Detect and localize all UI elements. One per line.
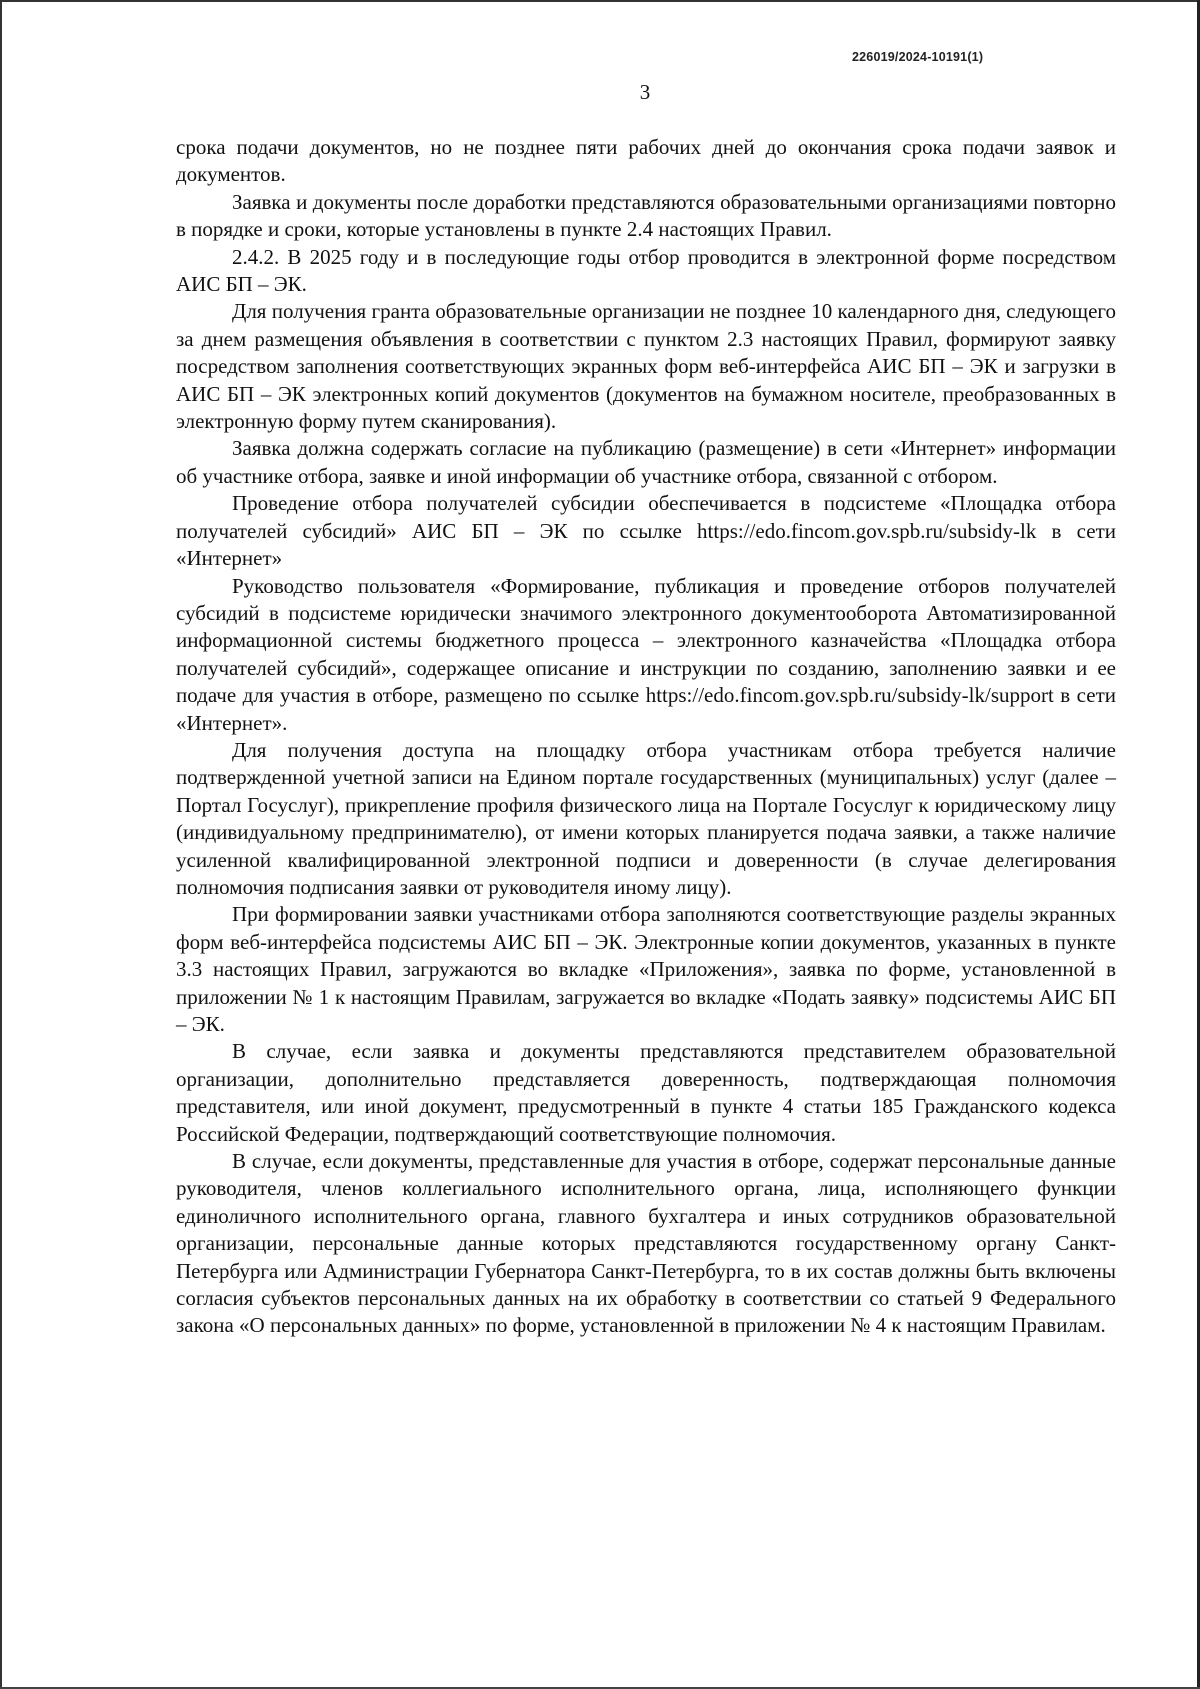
paragraph: 2.4.2. В 2025 году и в последующие годы отбор проводится в электронной форме посредством АИС БП – ЭК. (176, 244, 1116, 297)
paragraph: Для получения доступа на площадку отбора участникам отбора требуется наличие подтвержденной учетной записи на Едином портале государственных (муниципальных) услуг (далее – Портал Госуслуг), прикрепление профиля физического лица на Портале Госуслуг к юридическому лицу (индивидуальному предпринимателю), от имени которых планируется подача заявки, а также наличие усиленной квалифицированной электронной подписи и доверенности (в случае делегирования полномочия подписания заявки от руководителя иному лицу). (176, 737, 1116, 899)
page-number: 3 (639, 80, 651, 104)
paragraph: Заявка и документы после доработки представляются образовательными организациями повторно в порядке и сроки, которые установлены в пункте 2.4 настоящих Правил. (176, 189, 1116, 242)
paragraph: Заявка должна содержать согласие на публикацию (размещение) в сети «Интернет» информации об участнике отбора, заявке и иной информации об участнике отбора, связанной с отбором. (176, 436, 1116, 488)
paragraph: Проведение отбора получателей субсидии обеспечивается в подсистеме «Площадка отбора получателей субсидий» АИС БП – ЭК по ссылке https://edo.fincom.gov.spb.ru/subsidy-lk в сети «Интернет» (176, 491, 1116, 571)
document-body (176, 134, 1116, 1340)
paragraph: Руководство пользователя «Формирование, публикация и проведение отборов получателей субсидий в подсистеме юридически значимого электронного документооборота Автоматизированной информационной системы бюджетного процесса – электронного казначейства «Площадка отбора получателей субсидий», содержащее описание и инструкции по созданию, заполнению заявки и ее подаче для участия в отборе, размещено по ссылке https://edo.fincom.gov.spb.ru/subsidy-lk/support в сети «Интернет». (176, 573, 1116, 735)
paragraph: В случае, если заявка и документы представляются представителем образовательной организации, дополнительно представляется доверенность, подтверждающая полномочия представителя, или иной документ, предусмотренный в пункте 4 статьи 185 Гражданского кодекса Российской Федерации, подтверждающий соответствующие полномочия. (176, 1039, 1116, 1146)
paragraph: При формировании заявки участниками отбора заполняются соответствующие разделы экранных форм веб-интерфейса подсистемы АИС БП – ЭК. Электронные копии документов, указанных в пункте 3.3 настоящих Правил, загружаются во вкладке «Приложения», заявка по форме, установленной в приложении № 1 к настоящим Правилам, загружается во вкладке «Подать заявку» подсистемы АИС БП – ЭК. (176, 902, 1116, 1036)
scan-border-left (0, 0, 2, 1689)
scan-border-top (0, 0, 1200, 2)
document-registration-number: 226019/2024-10191(1) (852, 50, 984, 64)
paragraph: Для получения гранта образовательные организации не позднее 10 календарного дня, следующего за днем размещения объявления в соответствии с пунктом 2.3 настоящих Правил, формируют заявку посредством заполнения соответствующих экранных форм веб-интерфейса АИС БП – ЭК и загрузки в АИС БП – ЭК электронных копий документов (документов на бумажном носителе, преобразованных в электронную форму путем сканирования). (176, 299, 1116, 434)
paragraph: В случае, если документы, представленные для участия в отборе, содержат персональные данные руководителя, членов коллегиального исполнительного органа, лица, исполняющего функции единоличного исполнительного органа, главного бухгалтера и иных сотрудников образовательной организации, персональные данные которых представляются государственному органу Санкт-Петербурга или Администрации Губернатора Санкт-Петербурга, то в их состав должны быть включены согласия субъектов персональных данных на их обработку в соответствии со статьей 9 Федерального закона «О персональных данных» по форме, установленной в приложении № 4 к настоящим Правилам. (176, 1149, 1116, 1338)
paragraph: срока подачи документов, но не позднее пяти рабочих дней до окончания срока подачи заявок и документов. (176, 135, 1116, 187)
